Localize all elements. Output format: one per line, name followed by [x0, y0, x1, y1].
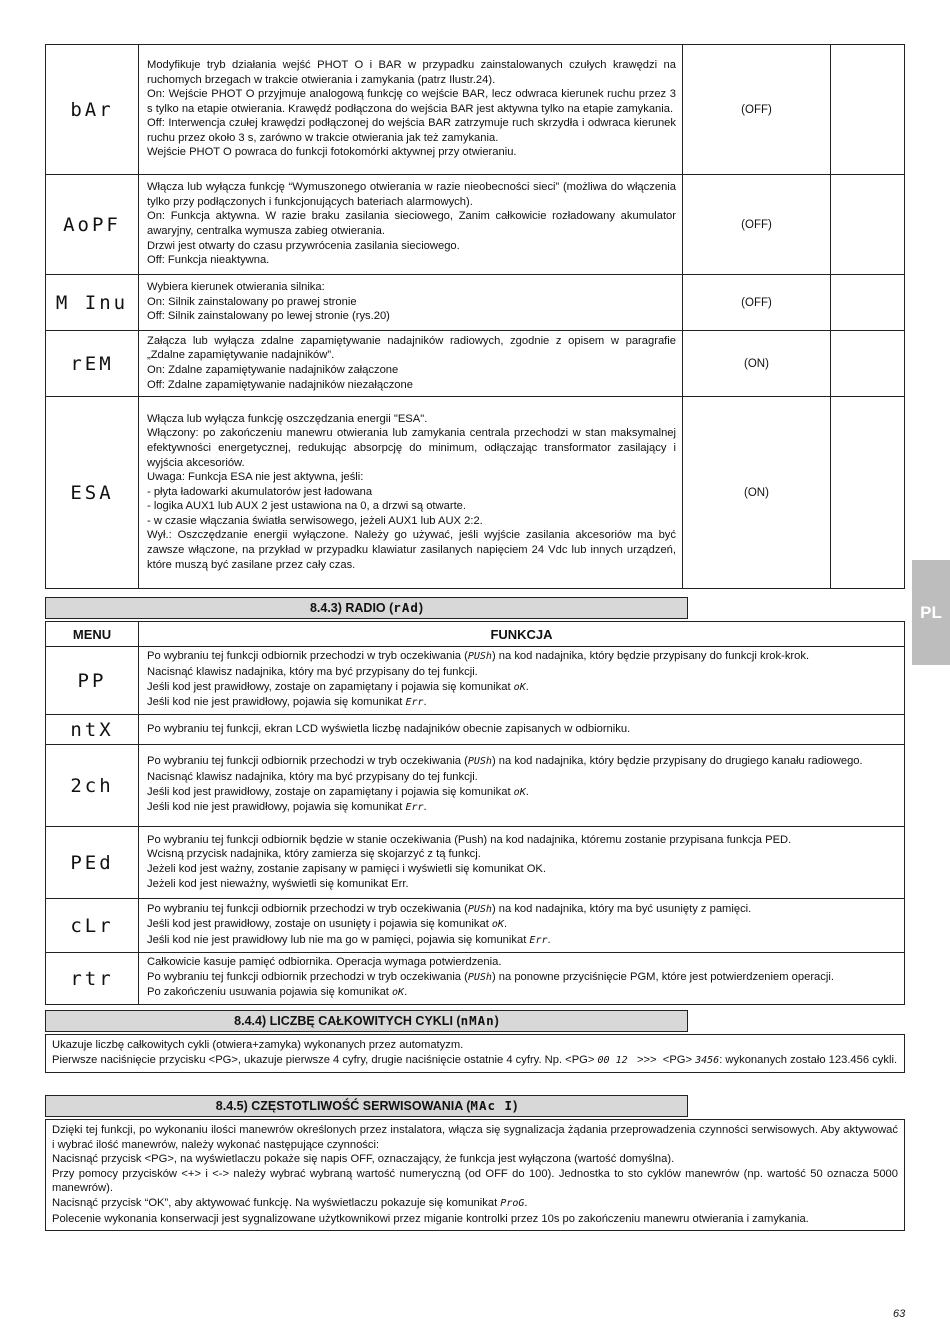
display-code: PUSh: [467, 903, 492, 915]
cycles-heading-close: ): [494, 1014, 499, 1028]
description-text: .: [525, 680, 529, 693]
default-value: (ON): [683, 397, 831, 589]
description-text: .: [503, 918, 508, 931]
parameter-code: rEM: [70, 352, 114, 375]
description-text: ) na kod nadajnika, który będzie przypisany do funkcji krok-krok.: [491, 650, 810, 663]
description-line: - płyta ładowarki akumulatorów jest ładowana: [147, 485, 373, 498]
service-line: Dzięki tej funkcji, po wykonaniu ilości manewrów określonych przez instalatora, włącza się sygnalizacja żądania przeprowadzenia czynności serwisowych. Aby aktywować i wybrać ilość manewrów, należy wykonać następujące czynności:: [52, 1124, 898, 1151]
radio-heading-code: rAd: [393, 600, 419, 615]
parameter-description: [139, 331, 683, 397]
service-line: [52, 1196, 898, 1212]
menu-code-cell: [46, 647, 139, 715]
radio-row: [46, 745, 905, 827]
display-code: Err: [529, 934, 548, 946]
description-text: Po wybraniu tej funkcji odbiornik przechodzi w tryb oczekiwania (: [147, 902, 468, 915]
parameter-code: AoPF: [63, 213, 121, 236]
menu-code-cell: [46, 715, 139, 745]
description-text: Nacisnąć klawisz nadajnika, który ma być przypisany do tej funkcji.: [147, 770, 478, 783]
menu-code: cLr: [70, 914, 114, 937]
description-text: ) na kod nadajnika, który będzie przypisany do drugiego kanału radiowego.: [491, 755, 863, 768]
service-line: Przy pomocy przycisków <+> i <-> należy wybrać wybraną wartość numeryczną (od OFF do 100). Jednostka to sto cyklów manewrów (np. wartość 50 oznacza 5000 manewrów).: [52, 1167, 898, 1195]
service-heading-code: MAc I: [470, 1098, 514, 1113]
description-line: [147, 933, 898, 949]
function-description: [139, 745, 905, 827]
description-line: [147, 902, 898, 918]
function-description: [139, 899, 905, 953]
service-text: Nacisnąć przycisk “OK”, aby aktywować funkcję. Na wyświetlaczu pokazuje się komunikat: [52, 1196, 501, 1209]
description-line: [147, 680, 898, 696]
description-line: Off: Interwencja czułej krawędzi podłączonej do wejścia BAR zatrzymuje ruch skrzydła i odwraca kierunek ruchu przez około 3 s, zarówno w trakcie otwierania jak też zamykania.: [147, 117, 676, 144]
description-line: Drzwi jest otwarty do czasu przywrócenia zasilania sieciowego.: [147, 239, 460, 252]
blank-cell: [831, 397, 905, 589]
cycles-text: Pierwsze naciśnięcie przycisku <PG>, ukazuje pierwsze 4 cyfry, drugie naciśnięcie ostatnie 4 cyfry. Np. <PG>: [52, 1053, 598, 1066]
description-line: On: Zdalne zapamiętywanie nadajników załączone: [147, 364, 399, 376]
display-code: oK: [392, 987, 405, 999]
description-line: Off: Zdalne zapamiętywanie nadajników niezałączone: [147, 378, 413, 391]
description-text: ) na ponowne przyciśnięcie PGM, które jest potwierdzeniem operacji.: [491, 970, 834, 983]
default-value: (OFF): [683, 175, 831, 275]
description-line: Włącza lub wyłącza funkcję “Wymuszonego otwierania w razie nieobecności sieci” (możliwa do włączenia tylko przy podłączonych i funkcjonujących bateriach alarmowych).: [147, 181, 676, 208]
radio-row: [46, 953, 905, 1005]
cycles-section-heading: [45, 1010, 688, 1032]
blank-cell: [831, 45, 905, 175]
parameter-code-cell: [46, 331, 139, 397]
cycles-heading-code: nMAn: [460, 1013, 495, 1028]
description-line: [147, 754, 898, 770]
description-text: Nacisnąć klawisz nadajnika, który ma być przypisany do tej funkcji.: [147, 665, 478, 678]
blank-cell: [831, 175, 905, 275]
display-code: Err: [405, 697, 424, 709]
display-code: 00 12: [597, 1054, 628, 1066]
description-text: Po wybraniu tej funkcji, ekran LCD wyświetla liczbę nadajników obecnie zapisanych w odbiorniku.: [147, 722, 631, 735]
description-text: Jeśli kod jest prawidłowy, zostaje on zapamiętany i pojawia się komunikat: [147, 785, 514, 798]
service-heading-text: 8.4.5) CZĘSTOTLIWOŚĆ SERWISOWANIA (: [215, 1099, 471, 1113]
radio-heading-text: 8.4.3) RADIO (: [309, 601, 394, 615]
display-code: PUSh: [467, 651, 492, 663]
description-text: Po wybraniu tej funkcji odbiornik przechodzi w tryb oczekiwania (: [147, 755, 468, 768]
description-text: Po wybraniu tej funkcji odbiornik przechodzi w tryb oczekiwania (: [147, 650, 468, 663]
description-line: Off: Silnik zainstalowany po lewej stronie (rys.20): [147, 310, 390, 323]
radio-row: [46, 647, 905, 715]
language-tab: PL: [912, 560, 950, 665]
parameter-description: [139, 45, 683, 175]
description-text: Jeśli kod nie jest prawidłowy lub nie ma go w pamięci, pojawia się komunikat: [147, 933, 530, 946]
description-line: [147, 695, 898, 711]
description-text: Po wybraniu tej funkcji odbiornik przechodzi w tryb oczekiwania (: [147, 970, 468, 983]
service-text: .: [524, 1196, 528, 1209]
description-line: [147, 862, 898, 877]
default-value: (ON): [683, 331, 831, 397]
description-text: Jeśli kod nie jest prawidłowy, pojawia się komunikat: [147, 801, 406, 814]
description-line: [147, 833, 898, 848]
parameter-row: [46, 45, 905, 175]
radio-heading-close: ): [418, 601, 424, 615]
radio-row: [46, 715, 905, 745]
description-line: - w czasie włączania światła serwisowego, jeżeli AUX1 lub AUX 2:2.: [147, 514, 483, 527]
service-section-heading: [45, 1095, 688, 1117]
default-value: (OFF): [683, 45, 831, 175]
blank-cell: [831, 275, 905, 331]
cycles-description: [45, 1034, 905, 1073]
parameter-code-cell: [46, 45, 139, 175]
parameter-code: bAr: [70, 98, 114, 121]
description-line: Wejście PHOT O powraca do funkcji fotokomórki aktywnej przy otwieraniu.: [147, 146, 517, 159]
description-line: [147, 722, 898, 737]
description-line: [147, 985, 898, 1001]
function-description: [139, 953, 905, 1005]
menu-code-cell: [46, 899, 139, 953]
description-line: - logika AUX1 lub AUX 2 jest ustawiona na 0, a drzwi są otwarte.: [147, 500, 467, 513]
parameter-code-cell: [46, 275, 139, 331]
menu-code: rtr: [70, 967, 114, 990]
description-text: Jeżeli kod jest nieważny, wyświetli się komunikat Err.: [147, 877, 409, 890]
parameter-code: M Inu: [55, 291, 129, 314]
description-text: Jeżeli kod jest ważny, zostanie zapisany w pamięci i wyświetli się komunikat OK.: [147, 863, 546, 875]
parameter-code-cell: [46, 397, 139, 589]
default-value: (OFF): [683, 275, 831, 331]
description-line: Wybiera kierunek otwierania silnika:: [147, 281, 325, 294]
parameter-row: [46, 275, 905, 331]
menu-column-header: MENU: [46, 622, 139, 647]
description-line: [147, 955, 898, 970]
radio-table: [45, 621, 905, 1005]
display-code: oK: [513, 681, 526, 693]
display-code: 3456: [695, 1054, 720, 1066]
description-line: Załącza lub wyłącza zdalne zapamiętywanie nadajników radiowych, zgodnie z opisem w paragrafie „Zdalne zapamiętywanie nadajników”.: [147, 334, 676, 362]
description-text: Po zakończeniu usuwania pojawia się komunikat: [147, 986, 393, 999]
parameter-description: [139, 175, 683, 275]
service-line: Polecenie wykonania konserwacji jest sygnalizowane użytkownikowi przez miganie kontrolki przez 10s po zakończeniu manewru otwierania i zamykania.: [52, 1212, 809, 1225]
description-text: .: [525, 785, 529, 798]
description-text: .: [423, 696, 427, 709]
menu-code-cell: [46, 745, 139, 827]
description-text: Całkowicie kasuje pamięć odbiornika. Operacja wymaga potwierdzenia.: [147, 956, 502, 969]
parameter-row: [46, 331, 905, 397]
display-code: oK: [513, 786, 526, 798]
cycles-heading-text: 8.4.4) LICZBĘ CAŁKOWITYCH CYKLI (: [234, 1014, 461, 1028]
display-code: PUSh: [467, 971, 492, 983]
cycles-line: [52, 1053, 898, 1069]
function-description: [139, 827, 905, 899]
description-line: On: Silnik zainstalowany po prawej stronie: [147, 295, 357, 308]
description-text: Po wybraniu tej funkcji odbiornik będzie w stanie oczekiwania (Push) na kod nadajnika, któremu zostanie przypisana funkcja PED.: [147, 833, 792, 846]
cycles-text: >>> <PG>: [627, 1053, 696, 1066]
parameter-description: [139, 397, 683, 589]
cycles-text: : wykonanych zostało 123.456 cykli.: [719, 1053, 898, 1066]
function-description: [139, 647, 905, 715]
menu-code: PP: [77, 669, 107, 692]
service-heading-close: ): [513, 1099, 518, 1113]
service-description: [45, 1119, 905, 1231]
description-line: [147, 665, 898, 680]
description-line: Modyfikuje tryb działania wejść PHOT O i BAR w przypadku zainstalowanych czułych krawędzi na ruchomych brzegach w trakcie otwierania i zamykania (patrz Ilustr.24).: [147, 58, 676, 86]
description-text: .: [423, 801, 427, 814]
parameter-code-cell: [46, 175, 139, 275]
radio-row: [46, 899, 905, 953]
function-column-header: FUNKCJA: [139, 622, 905, 647]
description-text: .: [404, 986, 408, 999]
description-text: .: [547, 933, 551, 946]
function-description: [139, 715, 905, 745]
description-text: Jeśli kod jest prawidłowy, zostaje on zapamiętany i pojawia się komunikat: [147, 680, 514, 693]
description-line: [147, 917, 898, 933]
display-code: PUSh: [467, 756, 492, 768]
cycles-line: Ukazuje liczbę całkowitych cykli (otwiera+zamyka) wykonanych przez automatyzm.: [52, 1039, 464, 1051]
description-line: Włącza lub wyłącza funkcję oszczędzania energii "ESA".: [147, 412, 428, 425]
radio-section-heading: [45, 597, 688, 619]
parameter-code: ESA: [70, 481, 114, 504]
page-number: 63: [893, 1308, 906, 1320]
menu-code: 2ch: [70, 774, 114, 797]
display-code: ProG: [500, 1197, 525, 1209]
description-line: [147, 785, 898, 801]
description-line: [147, 970, 898, 986]
description-line: On: Wejście PHOT O przyjmuje analogową funkcję co wejście BAR, lecz odwraca kierunek ruchu przez 3 s tylko na etapie otwierania. Krawędź podłączona do wejścia BAR jest aktywna tylko na etapie zamykania.: [147, 88, 676, 115]
description-line: [147, 800, 898, 816]
menu-code: PEd: [70, 851, 114, 874]
blank-cell: [831, 331, 905, 397]
description-line: On: Funkcja aktywna. W razie braku zasilania sieciowego, Zanim całkowicie rozładowany akumulator awaryjny, centralka wymusza zabieg otwierania.: [147, 210, 676, 237]
description-line: [147, 877, 898, 892]
display-code: oK: [491, 919, 504, 931]
menu-code-cell: [46, 953, 139, 1005]
menu-code-cell: [46, 827, 139, 899]
description-text: Wcisną przycisk nadajnika, który zamierza się skojarzyć z tą funkcj.: [147, 848, 481, 861]
description-line: Wył.: Oszczędzanie energii wyłączone. Należy go używać, jeśli wyjście zasilania akcesoriów ma być zawsze włączone, na przykład w przypadku klawiatur zasilanych napięciem 24 Vdc lub innych urządzeń, które muszą być zasilane przez cały czas.: [147, 529, 676, 571]
parameter-description: [139, 275, 683, 331]
description-line: [147, 847, 898, 862]
display-code: Err: [405, 802, 424, 814]
menu-code: ntX: [70, 718, 114, 741]
description-line: [147, 770, 898, 785]
description-line: Uwaga: Funkcja ESA nie jest aktywna, jeśli:: [147, 471, 364, 484]
service-line: Nacisnąć przycisk <PG>, na wyświetlaczu pokaże się napis OFF, oznaczający, że funkcja jest wyłączona (wartość domyślna).: [52, 1153, 675, 1166]
radio-table-header: [46, 622, 905, 647]
radio-row: [46, 827, 905, 899]
description-line: [147, 649, 898, 665]
description-line: Off: Funkcja nieaktywna.: [147, 254, 270, 267]
description-text: Jeśli kod jest prawidłowy, zostaje on usunięty i pojawia się komunikat: [147, 918, 492, 931]
parameter-row: [46, 175, 905, 275]
description-text: ) na kod nadajnika, który ma być usunięty z pamięci.: [491, 902, 752, 915]
parameter-row: [46, 397, 905, 589]
description-text: Jeśli kod nie jest prawidłowy, pojawia się komunikat: [147, 696, 406, 709]
description-line: Włączony: po zakończeniu manewru otwierania lub zamykania centrala przechodzi w stan maksymalnej efektywności energetycznej, redukując absorpcję do minimum, odłączając transformator zasilający i wyjścia akcesoriów.: [147, 427, 676, 469]
parameters-table: [45, 44, 905, 589]
